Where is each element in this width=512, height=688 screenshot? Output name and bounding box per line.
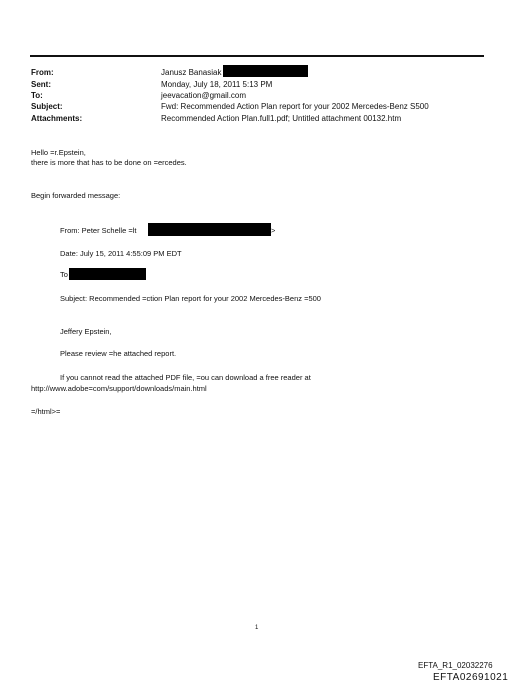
to-label: To: [31, 91, 43, 100]
from-label: From: [31, 68, 54, 77]
fwd-to: To [60, 270, 68, 279]
attachments-value: Recommended Action Plan.full1.pdf; Untitled attachment 00132.htm [161, 114, 402, 123]
redaction-fwd-from [148, 223, 271, 236]
subject-value: Fwd: Recommended Action Plan report for your 2002 Mercedes-Benz S500 [161, 102, 429, 111]
sent-value: Monday, July 18, 2011 5:13 PM [161, 80, 273, 89]
greeting: Hello =r.Epstein, [31, 148, 86, 157]
subject-label: Subject: [31, 102, 63, 111]
bates-number-2: EFTA02691021 [433, 672, 509, 683]
pdf-line-2: http://www.adobe=com/support/downloads/main.html [31, 384, 207, 393]
body-line-2: there is more that has to be done on =ercedes. [31, 158, 187, 167]
redaction-from-email [223, 65, 308, 77]
fwd-from-suffix: > [271, 226, 276, 235]
html-close-tag: =/html>= [31, 407, 61, 416]
begin-forwarded: Begin forwarded message: [31, 191, 121, 200]
fwd-subject: Subject: Recommended =ction Plan report for your 2002 Mercedes-Benz =500 [60, 294, 321, 303]
from-value: Janusz Banasiak [161, 68, 222, 77]
to-value: jeevacation@gmail.com [161, 91, 247, 100]
please-review: Please review =he attached report. [60, 349, 177, 358]
bates-number-1: EFTA_R1_02032276 [418, 661, 493, 670]
redaction-fwd-to [69, 268, 146, 280]
page-number: 1 [255, 625, 259, 631]
fwd-date: Date: July 15, 2011 4:55:09 PM EDT [60, 249, 182, 258]
sent-label: Sent: [31, 80, 51, 89]
attachments-label: Attachments: [31, 114, 83, 123]
header-rule [30, 55, 484, 57]
pdf-line-1: If you cannot read the attached PDF file, =ou can download a free reader at [60, 373, 311, 382]
salutation: Jeffery Epstein, [60, 327, 112, 336]
fwd-from: From: Peter Schelle =lt [60, 226, 137, 235]
